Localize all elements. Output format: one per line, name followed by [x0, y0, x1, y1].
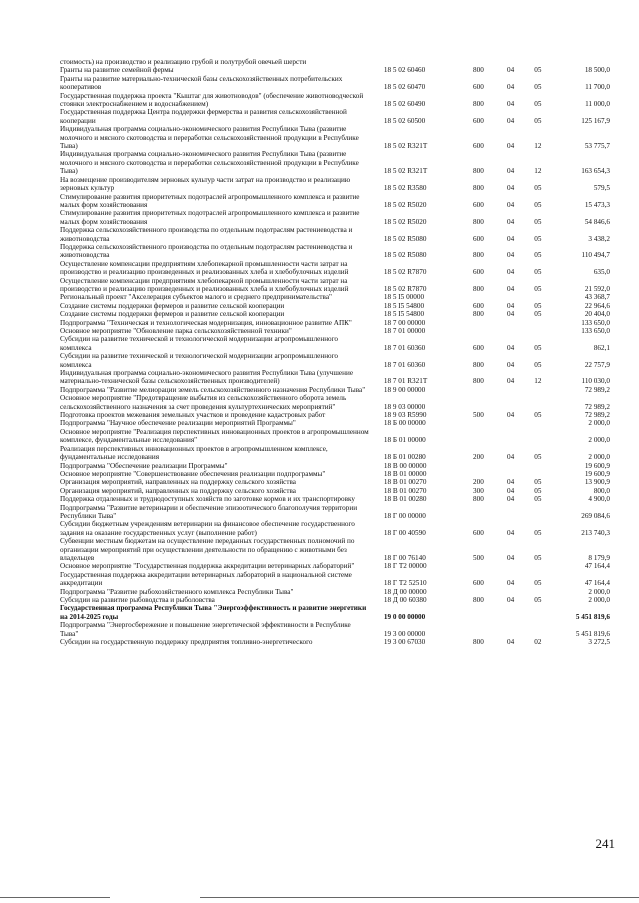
cell-rz: 04 [507, 284, 515, 293]
table-row [60, 319, 610, 327]
cell-sum: 125 167,9 [581, 116, 610, 125]
cell-code: 18 7 01 00000 [383, 327, 426, 335]
cell-sum: 2 000,0 [588, 587, 610, 596]
cell-name: Индивидуальная программа социально-экономического развития Республики Тыва (развитие молочного и мясного скотоводства и переработки сельскохозяйственной продукции в Республике Тыва) [60, 125, 359, 151]
cell-code: 18 Г 00 40590 [383, 528, 426, 537]
cell-rz: 04 [507, 310, 515, 319]
cell-code: 18 7 01 R321T [383, 377, 428, 386]
cell-sum: 110 494,7 [581, 251, 610, 260]
cell-sum: 163 654,3 [581, 167, 610, 176]
cell-name: Стимулирование развития приоритетных подотраслей агропромышленного комплекса и развитие малых форм хозяйствования [60, 209, 360, 226]
cell-name: Субсидии бюджетным учреждениям ветеринарии на финансовое обеспечение государственного задания на оказание государственных услуг (выполнение работ) [60, 520, 355, 537]
cell-name: Субсидии на государственную поддержку предприятия топливно-энергетического [60, 638, 313, 647]
cell-code: 18 В 01 00280 [383, 495, 427, 504]
cell-code: 18 Б 01 00280 [383, 453, 426, 462]
cell-vr: 600 [473, 268, 484, 277]
cell-code: 18 Г Т2 00000 [383, 562, 427, 571]
cell-name: Поддержка сельскохозяйственного производства по отдельным подотраслям растениеводства и животноводства [60, 242, 353, 260]
cell-name: Субсидии на развитие технической и технологической модернизации агропромышленного комплекса [60, 335, 339, 352]
cell-code: 18 Б 01 00000 [383, 436, 426, 445]
cell-code: 18 Г 00 76140 [383, 553, 426, 562]
cell-pr: 05 [534, 495, 542, 504]
cell-name: Осуществление компенсации предприятиям хлебопекарной промышленности части затрат на производство и реализацию произведенных и реализованных хлеба и хлебобулочных изделий [60, 276, 349, 293]
cell-rz: 04 [507, 251, 515, 260]
table-row [60, 193, 610, 210]
cell-rz: 04 [507, 301, 515, 310]
cell-pr: 05 [534, 453, 542, 462]
cell-code: 18 7 01 60360 [383, 360, 426, 369]
cell-rz: 04 [507, 234, 515, 243]
cell-sum: 2 000,0 [588, 596, 610, 604]
cell-pr: 05 [534, 66, 542, 75]
cell-rz: 04 [507, 495, 515, 504]
cell-pr: 05 [534, 234, 542, 243]
cell-rz: 04 [507, 486, 515, 495]
table-row [60, 352, 610, 369]
cell-name: Гранты на развитие материально-технической базы сельскохозяйственных потребительских кооперативов [60, 74, 343, 92]
cell-pr: 12 [534, 167, 542, 176]
cell-code: 18 5 I5 54800 [383, 310, 425, 319]
cell-rz: 04 [507, 411, 515, 420]
cell-name: Субсидии на развитие технической и технологической модернизации агропромышленного комплекса [60, 352, 339, 369]
cell-pr: 05 [534, 310, 542, 319]
table-row [60, 588, 610, 596]
cell-pr: 05 [534, 217, 542, 226]
cell-name: Основное мероприятие "Предотвращение выбытия из сельскохозяйственного оборота земель сельскохозяйственного назначения за счет проведения культуртехнических мероприятий" [60, 394, 347, 411]
scan-edge-line [0, 897, 110, 898]
cell-sum: 22 757,9 [584, 360, 610, 369]
table-row [60, 92, 610, 109]
cell-sum: 635,0 [593, 268, 610, 277]
cell-sum: 19 600,9 [584, 461, 610, 470]
cell-rz: 04 [507, 553, 515, 562]
cell-rz: 04 [507, 200, 515, 209]
cell-code: 18 7 01 60360 [383, 343, 426, 352]
cell-code: 18 9 03 R5990 [383, 411, 427, 420]
table-row [60, 394, 610, 411]
table-row [60, 562, 610, 570]
cell-pr: 05 [534, 200, 542, 209]
page-number: 241 [595, 836, 615, 851]
cell-pr: 05 [534, 301, 542, 310]
cell-vr: 600 [473, 301, 484, 310]
cell-sum: 579,5 [593, 184, 610, 193]
table-row [60, 75, 610, 92]
cell-rz: 04 [507, 217, 515, 226]
cell-name: Поддержка отдаленных и труднодоступных хозяйств по заготовке кормов и их транспортировку [60, 495, 355, 504]
cell-rz: 04 [507, 66, 515, 75]
cell-sum: 72 989,2 [584, 402, 610, 411]
cell-rz: 04 [507, 184, 515, 193]
cell-name: Реализация перспективных инновационных проектов в агропромышленном комплексе, фундаментальные исследования [60, 444, 328, 462]
cell-name: Субсидии на развитие рыбоводства и рыболовства [60, 596, 215, 604]
cell-name: Подпрограмма "Развитие ветеринарии и обеспечение эпизоотического благополучия территории Республики Тыва" [60, 503, 358, 520]
cell-name: Субвенции местным бюджетам на осуществление переданных государственных полномочий по организации мероприятий при осуществлении деятельности по обращению с животными без владельцев [60, 537, 355, 562]
table-row [60, 369, 610, 386]
table-row [60, 596, 610, 604]
cell-vr: 600 [473, 579, 484, 588]
cell-sum: 11 700,0 [585, 83, 610, 92]
cell-code: 18 5 02 R5020 [383, 217, 427, 226]
cell-name: Осуществление компенсации предприятиям хлебопекарной промышленности части затрат на производство и реализацию произведенных и реализованных хлеба и хлебобулочных изделий [60, 259, 349, 277]
cell-code: 18 5 I5 54800 [383, 301, 425, 310]
cell-sum: 110 030,0 [581, 377, 610, 386]
cell-vr: 800 [473, 66, 484, 75]
cell-vr: 600 [473, 83, 484, 92]
cell-name: Государственная программа Республики Тыва "Энергоэффективность и развитие энергетики на 2014-2025 годы [60, 604, 367, 621]
cell-vr: 600 [473, 343, 484, 352]
cell-code: 18 5 02 R321T [383, 142, 428, 151]
cell-rz: 04 [507, 377, 515, 386]
cell-rz: 04 [507, 360, 515, 369]
cell-vr: 200 [473, 478, 484, 487]
cell-vr: 800 [473, 284, 484, 293]
cell-code: 18 5 I5 00000 [383, 293, 425, 302]
cell-code: 18 9 03 00000 [383, 402, 426, 411]
cell-name: Основное мероприятие "Обновление парка сельскохозяйственной техники" [60, 327, 292, 335]
cell-name: На возмещение производителям зерновых культур части затрат на производство и реализацию зерновых культур [60, 175, 351, 193]
cell-rz: 04 [507, 638, 515, 647]
cell-name: Гранты на развитие семейной фермы [60, 66, 174, 75]
cell-pr: 05 [534, 528, 542, 537]
cell-pr: 05 [534, 360, 542, 369]
cell-vr: 800 [473, 184, 484, 193]
cell-name: Подпрограмма "Техническая и технологическая модернизация, инновационное развитие АПК" [60, 318, 352, 327]
table-row [60, 428, 610, 445]
table-row [60, 243, 610, 260]
cell-sum: 72 989,2 [584, 411, 610, 420]
table-row [60, 470, 610, 478]
cell-name: Индивидуальная программа социально-экономического развития Республики Тыва (улучшение материально-технической базы сельскохозяйственных производителей) [60, 369, 354, 386]
cell-code: 19 3 00 67030 [383, 638, 426, 647]
cell-sum: 800,0 [593, 486, 610, 495]
cell-sum: 54 846,6 [584, 217, 610, 226]
cell-name: Индивидуальная программа социально-экономического развития Республики Тыва (развитие молочного и мясного скотоводства и переработки сельскохозяйственной продукции в Республике Тыва) [60, 150, 359, 176]
cell-name: Основное мероприятие "Совершенствование обеспечения реализации подпрограммы" [60, 469, 326, 478]
cell-vr: 800 [473, 100, 484, 109]
cell-sum: 133 650,0 [581, 327, 610, 335]
cell-pr: 05 [534, 343, 542, 352]
table-row [60, 504, 610, 521]
cell-sum: 11 000,0 [585, 100, 610, 109]
cell-pr: 05 [534, 116, 542, 125]
cell-pr: 05 [534, 596, 542, 604]
cell-name: Подпрограмма "Научное обеспечение реализации мероприятий Программы" [60, 419, 296, 428]
table-row [60, 335, 610, 352]
cell-rz: 04 [507, 478, 515, 487]
cell-name: Организация мероприятий, направленных на поддержку сельского хозяйства [60, 478, 296, 487]
table-row [60, 411, 610, 419]
table-row [60, 293, 610, 301]
cell-vr: 600 [473, 116, 484, 125]
cell-name: Государственная поддержка Центра поддержки фермерства и развития сельскохозяйственной кооперации [60, 108, 347, 125]
cell-sum: 3 272,5 [588, 638, 610, 647]
table-row [60, 386, 610, 394]
cell-name: Подпрограмма "Обеспечение реализации Программы" [60, 461, 228, 470]
cell-name: Подпрограмма "Энергосбережение и повышение энергетической эффективности в Республике Тыва" [60, 621, 351, 638]
cell-vr: 800 [473, 377, 484, 386]
cell-code: 18 Г Т2 52510 [383, 579, 427, 588]
cell-sum: 4 900,0 [588, 495, 610, 504]
cell-rz: 04 [507, 116, 515, 125]
table-row [60, 150, 610, 175]
cell-sum: 2 000,0 [588, 419, 610, 428]
cell-code: 18 В 01 00000 [383, 469, 427, 478]
cell-name: Подпрограмма "Развитие рыбохозяйственного комплекса Республики Тыва" [60, 587, 294, 596]
cell-sum: 43 368,7 [584, 293, 610, 302]
table-row [60, 419, 610, 427]
cell-code: 18 Б 00 00000 [383, 419, 426, 428]
cell-name: Подпрограмма "Развитие мелиорации земель сельскохозяйственного назначения Республики Тыва" [60, 385, 366, 394]
table-row [60, 260, 610, 277]
cell-name: Государственная поддержка аккредитации ветеринарных лабораторий в национальной системе аккредитации [60, 570, 352, 588]
cell-code: 18 7 00 00000 [383, 318, 426, 327]
cell-rz: 04 [507, 268, 515, 277]
cell-vr: 800 [473, 167, 484, 176]
cell-name: Создание системы поддержки фермеров и развитие сельской кооперации [60, 301, 285, 310]
cell-sum: 133 650,0 [581, 318, 610, 327]
cell-sum: 47 164,4 [584, 579, 610, 588]
cell-sum: 13 900,9 [584, 478, 610, 487]
cell-code: 18 В 00 00000 [383, 461, 427, 470]
cell-sum: 862,1 [593, 343, 610, 352]
cell-pr: 05 [534, 100, 542, 109]
table-row [60, 302, 610, 310]
cell-vr: 800 [473, 638, 484, 647]
cell-sum: 72 989,2 [584, 385, 610, 394]
cell-vr: 800 [473, 495, 484, 504]
cell-rz: 04 [507, 167, 515, 176]
cell-sum: 213 740,3 [581, 528, 610, 537]
cell-pr: 05 [534, 268, 542, 277]
cell-pr: 02 [534, 638, 542, 647]
table-row [60, 209, 610, 226]
cell-sum: 3 438,2 [588, 234, 610, 243]
cell-sum: 19 600,9 [584, 469, 610, 478]
cell-pr: 05 [534, 284, 542, 293]
table-row [60, 226, 610, 243]
cell-code: 18 5 02 R5080 [383, 251, 427, 260]
cell-code: 18 5 02 R321T [383, 167, 428, 176]
cell-vr: 200 [473, 453, 484, 462]
cell-code: 18 9 00 00000 [383, 385, 426, 394]
cell-rz: 04 [507, 453, 515, 462]
cell-code: 18 5 02 60490 [383, 100, 426, 109]
cell-pr: 05 [534, 251, 542, 260]
table-row [60, 327, 610, 335]
cell-sum: 269 084,6 [581, 511, 610, 520]
cell-name: Поддержка сельскохозяйственного производства по отдельным подотраслям растениеводства и животноводства [60, 226, 353, 243]
cell-vr: 600 [473, 234, 484, 243]
table-row [60, 520, 610, 537]
cell-code: 18 В 01 00270 [383, 486, 427, 495]
cell-sum: 47 164,4 [584, 562, 610, 571]
cell-name: Подготовка проектов межевания земельных участков и проведение кадастровых работ [60, 411, 326, 420]
cell-vr: 600 [473, 200, 484, 209]
cell-code: 19 0 00 00000 [383, 612, 426, 621]
scan-edge-line [200, 897, 639, 898]
cell-code: 18 5 02 60500 [383, 116, 426, 125]
table-row [60, 604, 610, 621]
cell-code: 18 В 01 00270 [383, 478, 427, 487]
table-row [60, 571, 610, 588]
cell-name: Региональный проект "Акселерация субъектов малого и среднего предпринимательства" [60, 293, 332, 302]
cell-rz: 04 [507, 596, 515, 604]
cell-sum: 20 404,0 [584, 310, 610, 319]
table-row [60, 638, 610, 646]
cell-sum: 21 592,0 [584, 284, 610, 293]
cell-name: Государственная поддержка проекта "Кыштаг для животноводов" (обеспечение животноводческой стоянки электроснабжением и водоснабжением) [60, 91, 364, 109]
table-row [60, 277, 610, 294]
cell-sum: 5 451 819,6 [575, 629, 610, 638]
cell-name: Создание системы поддержки фермеров и развитие сельской кооперации [60, 310, 285, 319]
cell-code: 18 5 02 60460 [383, 66, 426, 75]
cell-code: 18 5 02 R5080 [383, 234, 427, 243]
cell-rz: 04 [507, 579, 515, 588]
cell-sum: 53 775,7 [584, 142, 610, 151]
cell-code: 18 Д 00 00000 [383, 587, 427, 596]
cell-code: 18 5 02 R5020 [383, 200, 427, 209]
cell-pr: 12 [534, 142, 542, 151]
table-row [60, 108, 610, 125]
cell-vr: 800 [473, 310, 484, 319]
table-row [60, 621, 610, 638]
cell-name: Стимулирование развития приоритетных подотраслей агропромышленного комплекса и развитие малых форм хозяйствования [60, 192, 360, 209]
cell-vr: 600 [473, 528, 484, 537]
cell-name: Основное мероприятие "Государственная поддержка аккредитации ветеринарных лабораторий" [60, 562, 355, 571]
cell-rz: 04 [507, 83, 515, 92]
cell-pr: 05 [534, 411, 542, 420]
cell-vr: 800 [473, 596, 484, 604]
cell-pr: 05 [534, 553, 542, 562]
cell-vr: 600 [473, 142, 484, 151]
cell-code: 18 Г 00 00000 [383, 511, 426, 520]
table-row [60, 125, 610, 150]
cell-vr: 800 [473, 360, 484, 369]
cell-pr: 05 [534, 478, 542, 487]
cell-sum: 8 179,9 [588, 553, 610, 562]
cell-pr: 05 [534, 486, 542, 495]
cell-vr: 500 [473, 411, 484, 420]
cell-sum: 22 964,6 [584, 301, 610, 310]
cell-code: 19 3 00 00000 [383, 629, 426, 638]
table-row [60, 495, 610, 503]
table-row [60, 445, 610, 462]
cell-code: 18 5 02 R7870 [383, 268, 427, 277]
cell-vr: 800 [473, 251, 484, 260]
cell-pr: 05 [534, 579, 542, 588]
table-row [60, 176, 610, 193]
cell-pr: 05 [534, 184, 542, 193]
cell-name: Основное мероприятие "Реализация перспективных инновационных проектов в агропромышленном комплексе, фундаментальные исследования" [60, 427, 369, 445]
table-row [60, 58, 610, 66]
cell-rz: 04 [507, 142, 515, 151]
cell-sum: 18 500,0 [584, 66, 610, 75]
cell-sum: 5 451 819,6 [575, 612, 610, 621]
cell-vr: 500 [473, 553, 484, 562]
cell-rz: 04 [507, 528, 515, 537]
table-row [60, 66, 610, 74]
cell-name: стоимость) на производство и реализацию грубой и полутрубой овечьей шерсти [60, 58, 307, 66]
cell-code: 18 5 02 60470 [383, 83, 426, 92]
cell-rz: 04 [507, 100, 515, 109]
cell-sum: 2 000,0 [588, 453, 610, 462]
table-row [60, 310, 610, 318]
cell-vr: 300 [473, 486, 484, 495]
cell-vr: 800 [473, 217, 484, 226]
cell-name: Организация мероприятий, направленных на поддержку сельского хозяйства [60, 486, 296, 495]
cell-pr: 05 [534, 83, 542, 92]
cell-code: 18 Д 00 60380 [383, 596, 427, 604]
table-row [60, 478, 610, 486]
table-row [60, 487, 610, 495]
table-row [60, 462, 610, 470]
cell-sum: 15 473,3 [584, 200, 610, 209]
cell-pr: 12 [534, 377, 542, 386]
cell-code: 18 5 02 R7870 [383, 284, 427, 293]
cell-code: 18 5 02 R3580 [383, 184, 427, 193]
cell-sum: 2 000,0 [588, 436, 610, 445]
table-row [60, 537, 610, 562]
budget-table [60, 58, 610, 646]
cell-rz: 04 [507, 343, 515, 352]
